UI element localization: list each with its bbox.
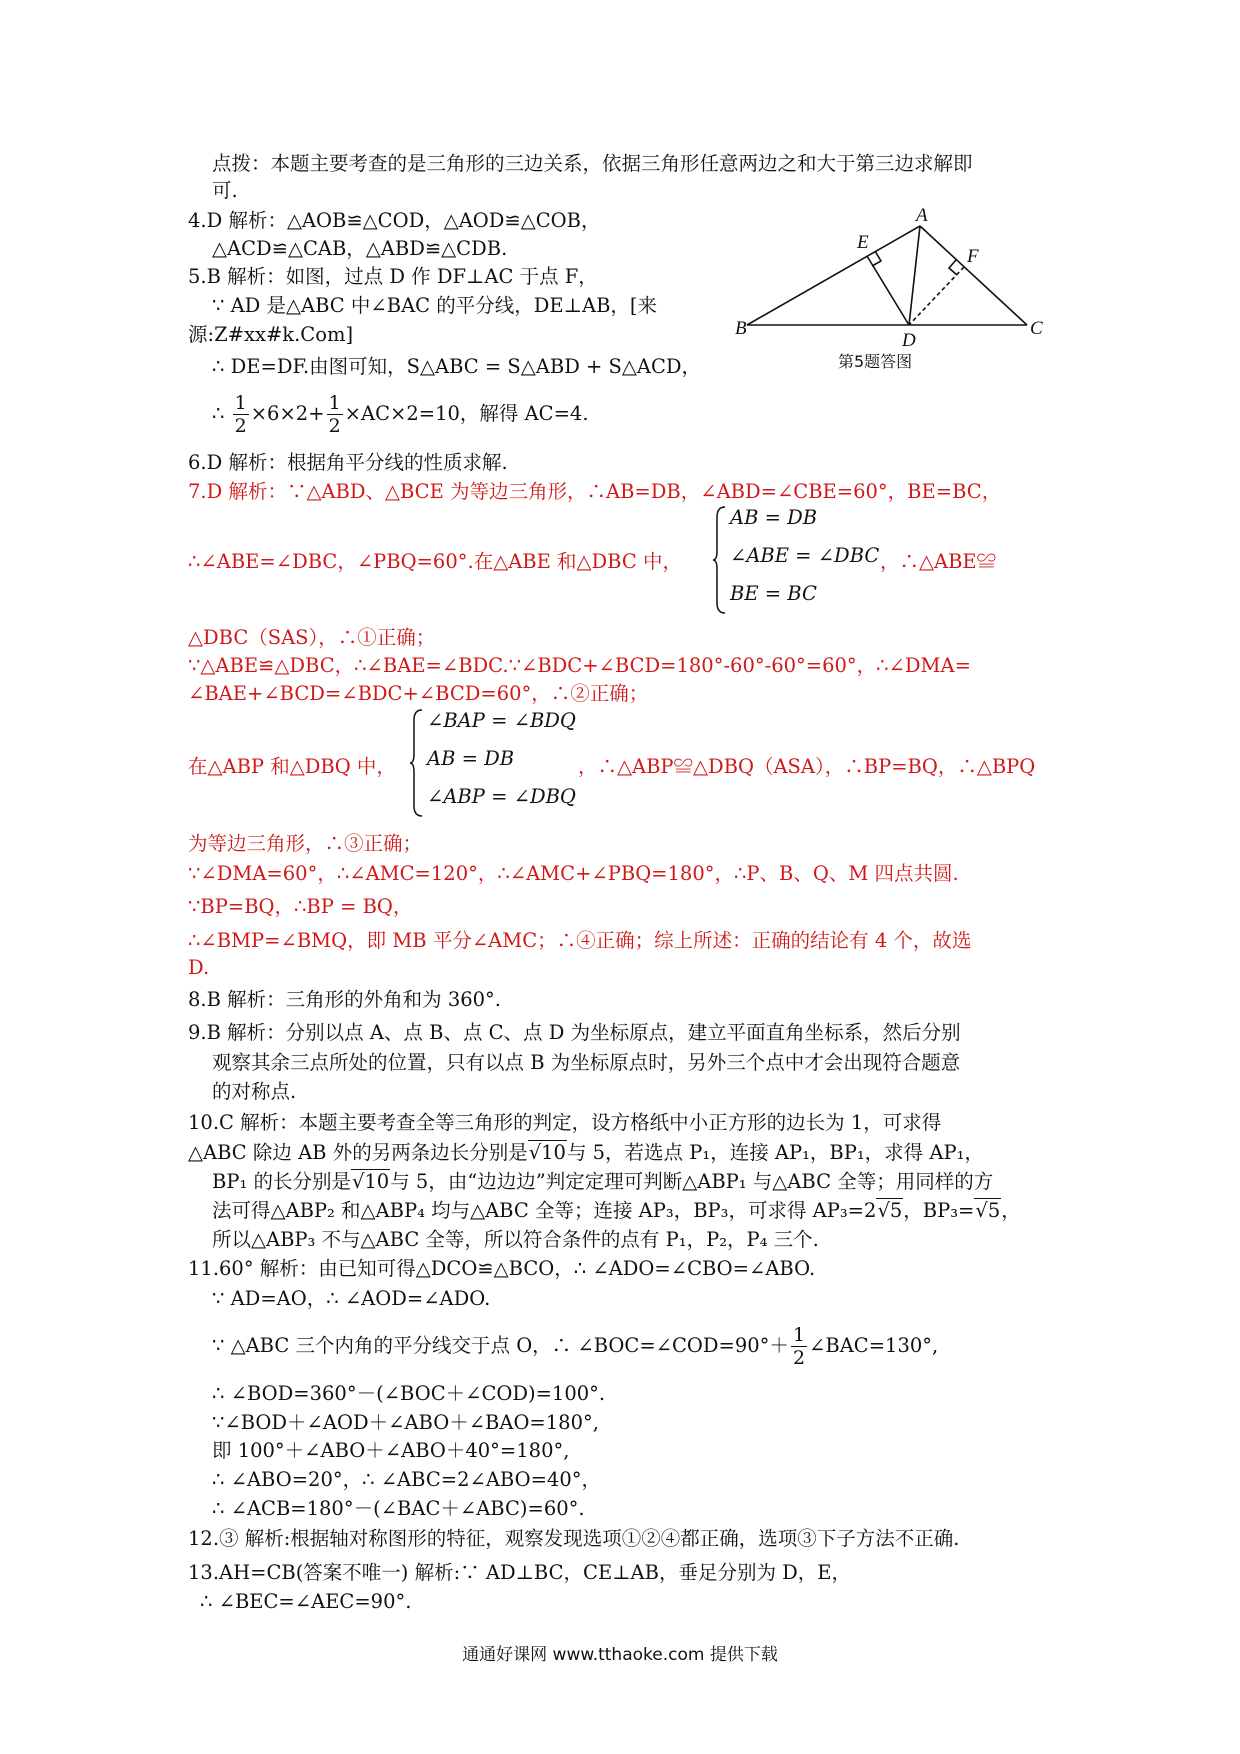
text-line: ∴ ∠ABO=20°，∴ ∠ABC=2∠ABO=40°，: [212, 1468, 601, 1491]
text-line: ∴∠ABE=∠DBC，∠PBQ=60°.在△ABE 和△DBC 中，: [188, 550, 682, 573]
text-line: ，∴△ABP≌△DBQ（ASA），∴BP=BQ，∴△BPQ: [578, 755, 1036, 778]
equation-system: [410, 708, 576, 818]
text-line: 即 100°＋∠ABO＋∠ABO＋40°=180°,: [212, 1439, 570, 1462]
page-footer: 通通好课网 www.tthaoke.com 提供下载: [462, 1645, 778, 1665]
segment-ab: [747, 226, 920, 325]
text-line: 源:Z#xx#k.Com]: [188, 323, 354, 346]
text-line: 10.C 解析：本题主要考查全等三角形的判定，设方格纸中小正方形的边长为 1，可求得: [188, 1111, 942, 1134]
text-line: ∴ ∠ACB=180°－(∠BAC＋∠ABC)=60°.: [212, 1497, 585, 1520]
text-line: 观察其余三点所处的位置，只有以点 B 为坐标原点时，另外三个点中才会出现符合题意: [212, 1051, 961, 1074]
label-e: E: [857, 232, 869, 253]
text-line: 的对称点.: [212, 1080, 297, 1103]
text-line: 7.D 解析：∵△ABD、△BCE 为等边三角形，∴AB=DB，∠ABD=∠CBE=60°，BE=BC，: [188, 480, 1002, 503]
text-line: 9.B 解析：分别以点 A、点 B、点 C、点 D 为坐标原点，建立平面直角坐标系，然后分别: [188, 1021, 961, 1044]
text-line: ∠BAE+∠BCD=∠BDC+∠BCD=60°，∴②正确；: [188, 682, 649, 705]
text-line: 13.AH=CB(答案不唯一) 解析:∵ AD⊥BC，CE⊥AB，垂足分别为 D，E，: [188, 1561, 852, 1584]
text-line: D.: [188, 956, 210, 979]
label-b: B: [735, 318, 747, 339]
text-line: ，∴△ABE≌: [880, 550, 997, 573]
brace-icon: [713, 505, 727, 615]
text-line: 4.D 解析：△AOB≌△COD，△AOD≌△COB，: [188, 209, 601, 232]
segment-df: [909, 267, 964, 325]
segment-de: [867, 256, 909, 325]
text-line: 6.D 解析：根据角平分线的性质求解.: [188, 451, 508, 474]
text-line: ∴ DE=DF.由图可知，S△ABC = S△ABD + S△ACD，: [212, 355, 702, 378]
label-a: A: [916, 206, 928, 226]
equation-row: ∠BAP = ∠BDQ: [427, 709, 576, 732]
text-line: △ABC 除边 AB 外的另两条边长分别是√10与 5，若选点 P₁，连接 AP₁，BP₁，求得 AP₁，: [188, 1141, 984, 1164]
equation-row: AB = DB: [427, 747, 515, 770]
text-line: ∵∠DMA=60°，∴∠AMC=120°，∴∠AMC+∠PBQ=180°，∴P、B、Q、M 四点共圆.: [188, 862, 959, 885]
figure-caption: 第5题答图: [838, 352, 913, 371]
equation-line: ∴ $\frac{1}{2}$ ×6×2+ $\frac{1}{2}$ ×AC×2=10，解得 AC=4.: [212, 392, 589, 437]
text-line: 点拨：本题主要考查的是三角形的三边关系，依据三角形任意两边之和大于第三边求解即: [212, 152, 973, 175]
text-line: BP₁ 的长分别是√10与 5，由“边边边”判定定理可判断△ABP₁ 与△ABC 全等；用同样的方: [212, 1170, 994, 1193]
text-line: 所以△ABP₃ 不与△ABC 全等，所以符合条件的点有 P₁，P₂，P₄ 三个.: [212, 1228, 819, 1251]
segment-ac: [920, 226, 1027, 325]
triangle-diagram: [735, 206, 1050, 374]
text-line: 在△ABP 和△DBQ 中，: [188, 755, 396, 778]
text-line: 可.: [212, 179, 238, 202]
equation-row: ∠ABE = ∠DBC: [730, 544, 880, 567]
text-line: △DBC（SAS），∴①正确；: [188, 626, 436, 649]
text-line: 12.③ 解析:根据轴对称图形的特征，观察发现选项①②④都正确，选项③下子方法不正确.: [188, 1527, 960, 1550]
label-f: F: [967, 246, 979, 267]
fraction-half: $\frac{1}{2}$: [234, 392, 247, 437]
sqrt-10: √10: [528, 1141, 566, 1164]
text-line: ∵∠BOD＋∠AOD＋∠ABO＋∠BAO=180°,: [212, 1411, 599, 1434]
label-c: C: [1030, 318, 1043, 339]
text-line: 为等边三角形，∴③正确；: [188, 832, 423, 855]
sqrt-5: √5: [975, 1199, 1001, 1222]
equation-row: AB = DB: [730, 506, 818, 529]
text-line: 8.B 解析：三角形的外角和为 360°.: [188, 988, 501, 1011]
text-line: ∵ AD 是△ABC 中∠BAC 的平分线，DE⊥AB，[来: [212, 294, 658, 317]
fraction-half: $\frac{1}{2}$: [792, 1324, 806, 1369]
text-line: ∴∠BMP=∠BMQ，即 MB 平分∠AMC；∴④正确；综上所述：正确的结论有 4 个，故选: [188, 929, 972, 952]
equation-system: [713, 505, 880, 615]
text-line: 法可得△ABP₂ 和△ABP₄ 均与△ABC 全等；连接 AP₃，BP₃，可求得 AP₃=2√5，BP₃=√5，: [212, 1199, 1021, 1222]
equation-row: ∠ABP = ∠DBQ: [427, 785, 576, 808]
text-line: ∴ ∠BEC=∠AEC=90°.: [200, 1590, 412, 1613]
text-line: 11.60° 解析：由已知可得△DCO≌△BCO，∴ ∠ADO=∠CBO=∠ABO.: [188, 1257, 816, 1280]
triangle-figure: [735, 206, 1050, 374]
text-line: ∵BP=BQ，∴BP = BQ，: [188, 895, 413, 918]
text-line: △ACD≌△CAB，△ABD≌△CDB.: [212, 237, 508, 260]
equation-row: BE = BC: [730, 582, 817, 605]
brace-icon: [410, 708, 424, 818]
equation-line: ∵ △ABC 三个内角的平分线交于点 O，∴ ∠BOC=∠COD=90°＋ $\frac{1}{2}$ ∠BAC=130°,: [212, 1324, 939, 1369]
text-line: 5.B 解析：如图，过点 D 作 DF⊥AC 于点 F，: [188, 265, 598, 288]
segment-ad: [909, 226, 920, 325]
sqrt-10: √10: [351, 1170, 390, 1193]
right-angle-mark-f: [949, 260, 957, 275]
fraction-half: $\frac{1}{2}$: [328, 392, 341, 437]
sqrt-5: √5: [877, 1199, 903, 1222]
text-line: ∵ AD=AO，∴ ∠AOD=∠ADO.: [212, 1287, 491, 1310]
text-line: ∵△ABE≌△DBC，∴∠BAE=∠BDC.∵∠BDC+∠BCD=180°-60°-60°=60°，∴∠DMA=: [188, 654, 971, 677]
text-line: ∴ ∠BOD=360°－(∠BOC＋∠COD)=100°.: [212, 1382, 606, 1405]
label-d: D: [902, 330, 916, 351]
